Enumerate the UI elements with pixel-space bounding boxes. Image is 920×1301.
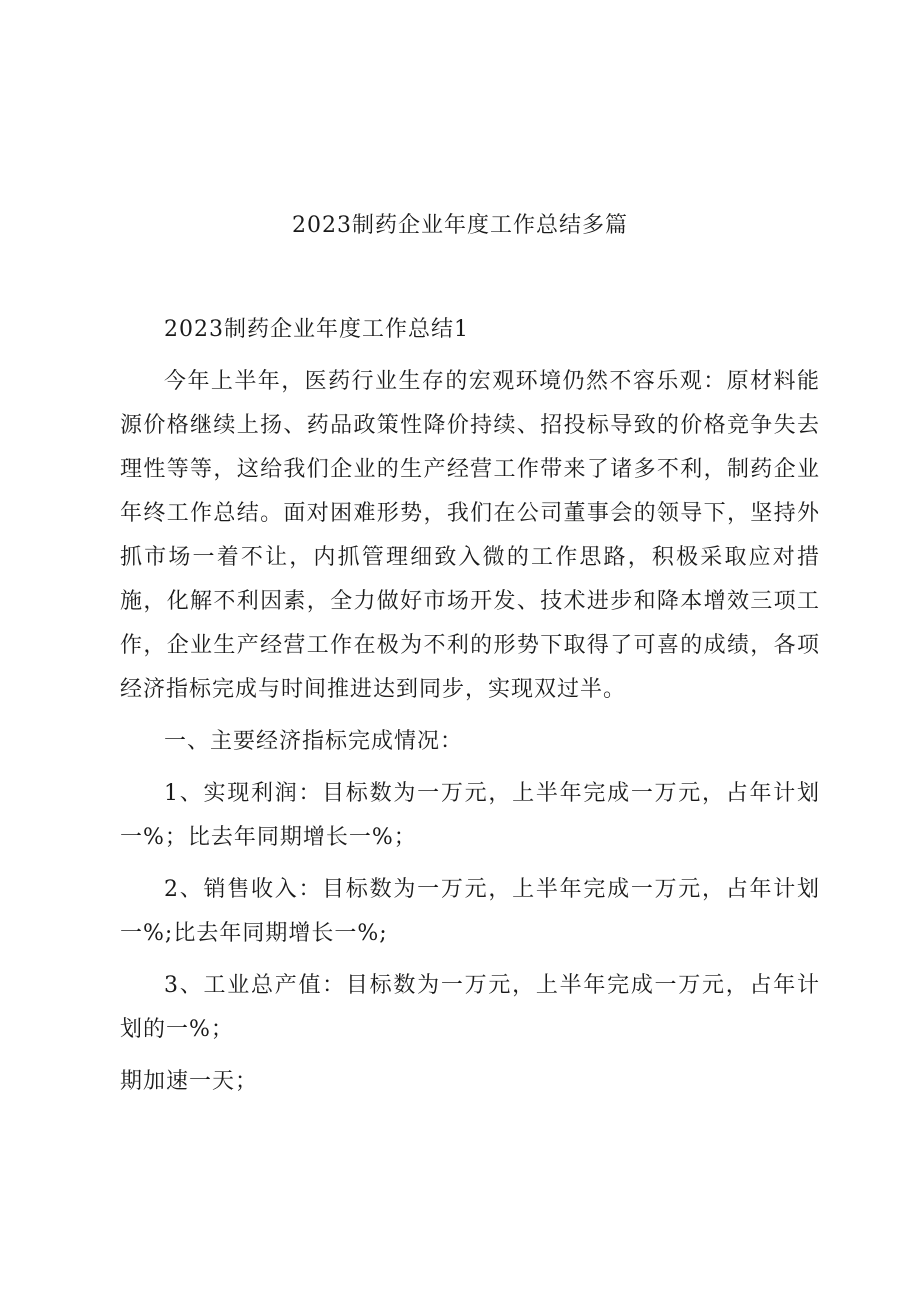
section-heading: 2023制药企业年度工作总结1: [164, 317, 469, 342]
document-title: 2023制药企业年度工作总结多篇: [292, 213, 628, 238]
paragraph-profit: 1、实现利润：目标数为一万元，上半年完成一万元，占年计划一%；比去年同期增长一%；: [120, 781, 820, 850]
paragraph-intro: 今年上半年，医药行业生存的宏观环境仍然不容乐观：原材料能源价格继续上扬、药品政策性降价持续、招投标导致的价格竞争失去理性等等，这给我们企业的生产经营工作带来了诸多不利，制药企业年终工作总结。面对困难形势，我们在公司董事会的领导下，坚持外抓市场一着不让，内抓管理细致入微的工作思路，积极采取应对措施，化解不利因素，全力做好市场开发、技术进步和降本增效三项工作，企业生产经营工作在极为不利的形势下取得了可喜的成绩，各项经济指标完成与时间推进达到同步，实现双过半。: [120, 369, 820, 702]
paragraph-indicators-heading: 一、主要经济指标完成情况：: [164, 729, 464, 754]
paragraph-sales-revenue: 2、销售收入：目标数为一万元，上半年完成一万元，占年计划一%;比去年同期增长一%;: [120, 877, 820, 946]
paragraph-industrial-output: 3、工业总产值：目标数为一万元，上半年完成一万元，占年计划的一%；: [120, 973, 820, 1042]
document-body: [120, 308, 820, 1112]
paragraph-trailing-line: 期加速一天；: [120, 1069, 259, 1094]
